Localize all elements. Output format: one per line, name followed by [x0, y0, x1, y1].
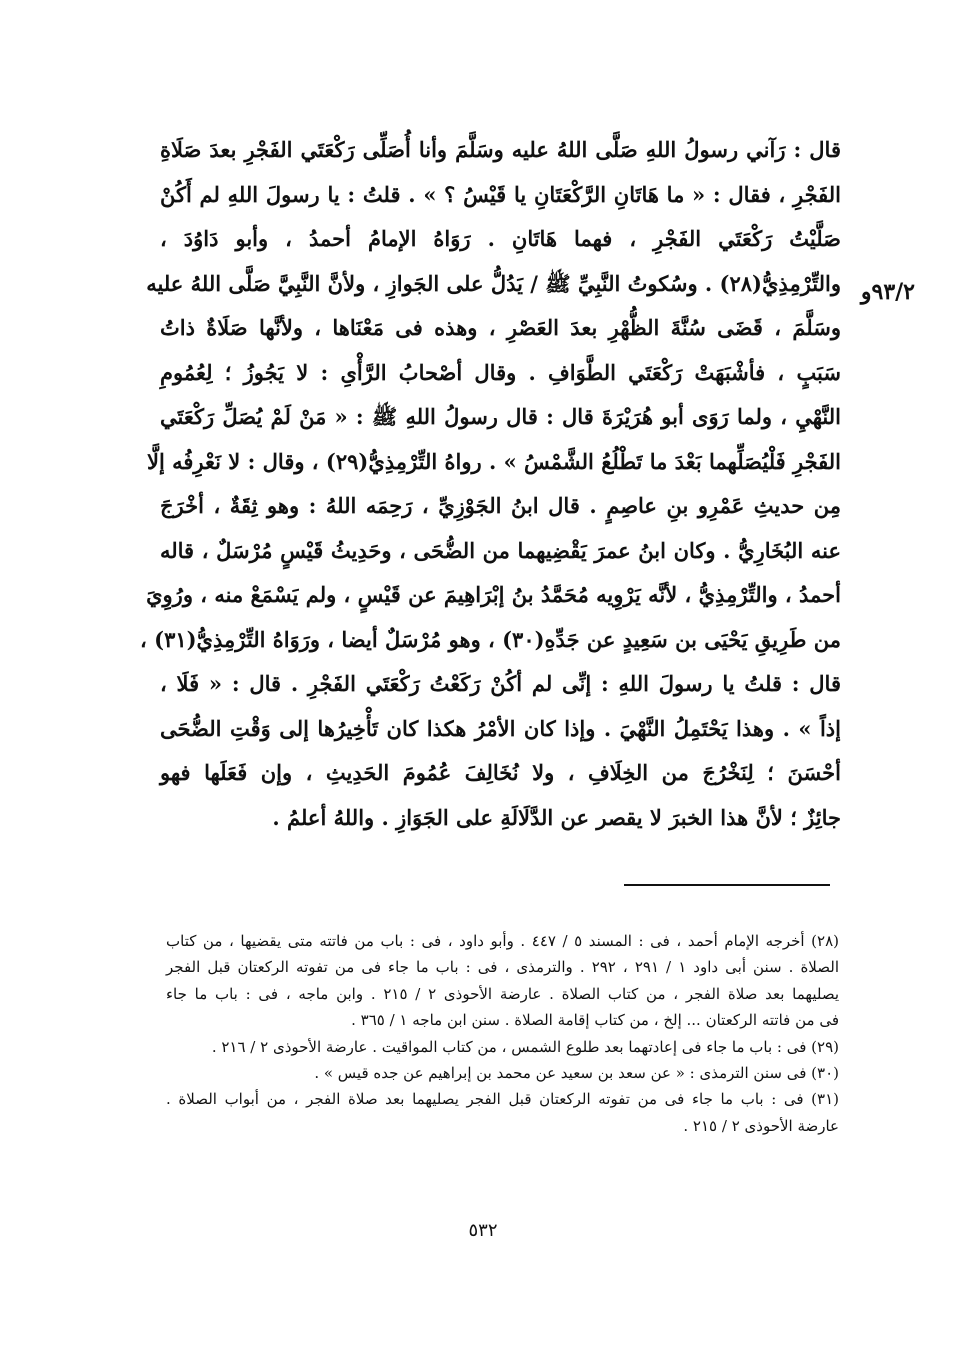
- text-line-16: جائِزٌ ؛ لأنَّ هذا الخبرَ لا يقصر عن الدَّلَالَةِ على الجَوَازِ . واللهُ أعلمُ .: [272, 804, 841, 830]
- text-line-2: الفَجْرِ ، فقال : « ما هَاتَانِ الرَّكْعَتَانِ يا قَيْسُ ؟ » . قلتُ : يا رسولَ اللهِ لم أَكُنْ: [160, 181, 841, 207]
- footnote-separator: [624, 884, 830, 886]
- text-line-4: والتِّرْمِذِيُّ(٢٨) . وسُكوتُ النَّبِيِّ ﷺ / يَدُلُّ على الجَوازِ ، ولأنَّ النَّبِيَّ صَلَّى اللهُ عليه: [146, 270, 841, 296]
- footnote-line-5: (٢٩) فى : باب ما جاء فى إعادتهما بعد طلوع الشمس ، من كتاب المواقيت . عارضة الأحوذى ٢ / ٢١٦ .: [211, 1037, 839, 1056]
- text-line-5: وسَلَّمَ ، قَضَى سُنَّةَ الظُّهْرِ بعدَ العَصْرِ ، وهذه فى مَعْنَاها ، ولأنَّها صَلَاةٌ ذاتُ: [160, 315, 841, 340]
- footnote-line-4: فى من فاتته الركعتان ... إلخ ، من كتاب إقامة الصلاة . سنن ابن ماجه ١ / ٣٦٥ .: [351, 1011, 839, 1030]
- text-line-7: النَّهْيِ ، ولما رَوَى أبو هُرَيْرَةَ قال : قال رسولُ اللهِ ﷺ : « مَنْ لَمْ يُصَلِّ رَكْعَتَي: [160, 404, 841, 429]
- text-line-1: قال : رَآني رسولُ اللهِ صَلَّى اللهُ عليه وسَلَّمَ وأنا أُصَلِّى رَكْعَتَي الفَجْرِ بعدَ صَلَاةِ: [160, 137, 841, 162]
- text-line-11: أحمدُ ، والتِّرْمِذِيُّ ، لأنَّه يَرْوِيه مُحَمَّدُ بنُ إبْرَاهِيمَ عن قَيْسٍ ، ولم يَسْمَعْ منه ، ورُوِيَ: [146, 582, 841, 607]
- footnote-line-8: عارضة الأحوذى ٢ / ٢١٥ .: [683, 1116, 839, 1135]
- footnote-line-1: (٢٨) أخرجه الإمام أحمد ، فى : المسند ٥ / ٤٤٧ . وأبو داود ، فى : باب من فاتته متى يقضيها ، من كتاب: [166, 932, 840, 950]
- text-line-6: سَبَبٍ ، فأشْبَهَتْ رَكْعَتَي الطَّوَافِ . وقال أصْحابُ الرَّأْىِ : لا يَجُوزُ ؛ لِعُمُومِ: [160, 359, 841, 385]
- text-line-12: من طَرِيقِ يَحْيَى بن سَعِيدٍ عن جَدِّهِ(٣٠) ، وهو مُرْسَلٌ أيضا ، ورَوَاهُ التِّرْمِذِيُّ(٣١) ،: [140, 626, 841, 652]
- page-number: ٥٣٢: [468, 1220, 498, 1241]
- text-line-9: مِن حديثِ عَمْرِو بنِ عاصِمٍ . قال ابنُ الجَوْزِيِّ ، رَحِمَه اللهُ : وهو ثِقَةٌ ، أخْرَجَ: [160, 493, 841, 518]
- footnote-line-6: (٣٠) فى سنن الترمذى : « عن سعد بن سعيد عن محمد بن إبراهيم عن جده قيس » .: [314, 1063, 839, 1082]
- text-line-3: صَلَّيْتُ رَكْعَتَي الفَجْرِ ، فهما هَاتَانِ . رَوَاهُ الإمامُ أحمدُ ، وأبو دَاوُدَ ،: [160, 226, 841, 251]
- text-line-14: إذاً » . وهذا يَحْتَمِلُ النَّهْيَ . وإذا كان الأمْرُ هكذا كان تَأْخِيرُها إلى وَقْتِ الضُّحَى: [160, 715, 841, 741]
- text-line-15: أحْسَنَ ؛ لِنَخْرُجَ من الخِلَافِ ، ولا نُخَالِفَ عُمُومَ الحَدِيثِ ، وإن فَعَلَها فهو: [160, 760, 841, 785]
- text-line-8: الفَجْرِ فَلْيُصَلِّهما بَعْدَ ما تَطْلُعُ الشَّمْسُ » . رواهُ التِّرْمِذِيُّ(٢٩) ، وقال : لا نَعْرِفُه إلَّا: [147, 448, 841, 474]
- text-line-10: عنه البُخَارِيُّ . وكان ابنُ عمرَ يَقْضِيهما من الضُّحَى ، وحَدِيثُ قَيْسٍ مُرْسَلٌ ، قاله: [160, 537, 841, 563]
- text-line-13: قال : قلتُ يا رسولَ اللهِ : إنِّى لم أكُنْ رَكَعْتُ رَكْعَتَي الفَجْرِ . قال : « فَلَا ،: [160, 671, 841, 696]
- footnote-line-2: الصلاة . سنن أبى داود ١ / ٢٩١ ، ٢٩٢ . والترمذى ، فى : باب ما جاء فى من تفوته الركعتان قبل الفجر: [166, 958, 840, 977]
- footnote-line-3: يصليهما بعد صلاة الفجر ، من كتاب الصلاة . عارضة الأحوذى ٢ / ٢١٥ . وابن ماجه ، فى : باب ما جاء: [166, 984, 840, 1003]
- main-text-body: [140, 128, 841, 840]
- footnote-line-7: (٣١) فى : باب ما جاء فى من تفوته الركعتان قبل الفجر يصليهما بعد صلاة الفجر ، من أبواب الصلاة .: [166, 1090, 839, 1109]
- margin-folio-note: ٩٣/٢و: [860, 279, 915, 305]
- footnotes-section: [166, 928, 839, 1139]
